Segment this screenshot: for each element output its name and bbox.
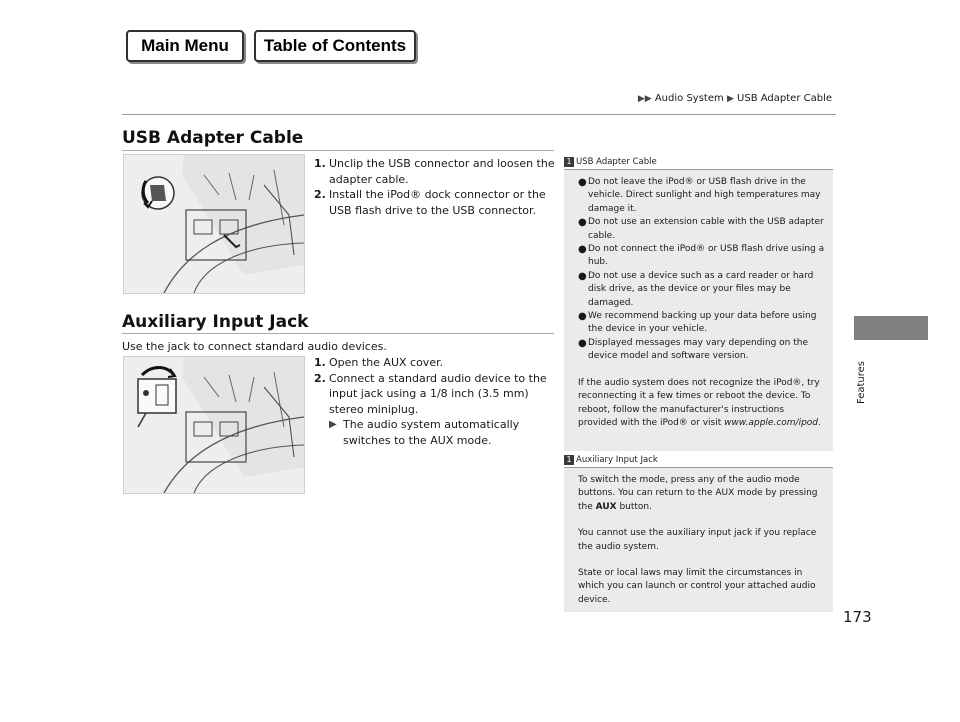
bullet-text: Do not connect the iPod® or USB flash drive using a hub. — [588, 244, 825, 268]
note-text: If the audio system does not recognize the iPod®, try reconnecting it a few times or reboot the device. To reboot, follow the manufacturer's instructions provided with the iPod® or visit — [578, 377, 820, 428]
bullet-text: Displayed messages may vary depending on the device model and software version. — [588, 337, 809, 362]
breadcrumb — [638, 93, 832, 104]
note-paragraph — [578, 474, 825, 514]
bullet-text: Do not use an extension cable with the USB adapter cable. — [588, 217, 824, 241]
list-item — [310, 355, 555, 371]
step-number: 2. — [314, 188, 326, 201]
list-item — [310, 371, 555, 449]
step-number: 1. — [314, 356, 326, 369]
step-number: 2. — [314, 371, 326, 385]
note-paragraph — [578, 377, 825, 431]
page-number: 173 — [843, 608, 872, 626]
note-title: USB Adapter Cable — [576, 157, 657, 167]
step-result-text: The audio system automatically switches to the AUX mode. — [343, 418, 520, 447]
bullet-icon: ● — [578, 311, 587, 323]
breadcrumb-item-usb-adapter-cable[interactable]: USB Adapter Cable — [737, 93, 832, 104]
list-item — [310, 187, 555, 218]
bullet-icon: ● — [578, 270, 587, 282]
list-item — [310, 156, 555, 187]
list-item — [578, 216, 825, 243]
section-title-auxiliary-input-jack: Auxiliary Input Jack — [122, 312, 309, 332]
chapter-label: Features — [856, 361, 867, 404]
usb-steps-list — [310, 156, 555, 218]
list-item — [578, 270, 825, 310]
table-of-contents-button[interactable]: Table of Contents — [254, 30, 416, 62]
section-divider — [122, 333, 554, 334]
note-box-usb-adapter-cable — [564, 156, 833, 451]
bullet-icon: ● — [578, 244, 587, 256]
list-item — [578, 337, 825, 364]
main-menu-button[interactable]: Main Menu — [126, 30, 244, 62]
breadcrumb-arrow-icon: ▶ — [726, 94, 734, 104]
note-bullet-list — [578, 176, 825, 364]
note-header — [564, 156, 833, 170]
section-intro: Use the jack to connect standard audio devices. — [122, 340, 387, 353]
chapter-tab-marker — [854, 316, 928, 340]
note-icon: 1 — [564, 455, 574, 465]
apple-ipod-link[interactable]: www.apple.com/ipod — [724, 417, 819, 428]
list-item — [578, 243, 825, 270]
step-text: Install the iPod® dock connector or the USB flash drive to the USB connector. — [329, 188, 546, 217]
note-text: button. — [616, 501, 652, 512]
header-divider — [122, 114, 836, 115]
list-item — [578, 176, 825, 216]
bullet-icon: ● — [578, 217, 587, 229]
usb-connector-illustration — [123, 154, 305, 294]
step-text: Connect a standard audio device to the input jack using a 1/8 inch (3.5 mm) stereo miniplug. — [329, 371, 547, 416]
note-header — [564, 454, 833, 468]
section-title-usb-adapter-cable: USB Adapter Cable — [122, 128, 304, 148]
bullet-text: Do not leave the iPod® or USB flash drive in the vehicle. Direct sunlight and high temperatures may damage it. — [588, 177, 821, 214]
breadcrumb-arrow-icon: ▶▶ — [637, 94, 652, 104]
step-text: Unclip the USB connector and loosen the adapter cable. — [329, 157, 555, 186]
note-text: To switch the mode, press any of the audio mode buttons. You can return to the AUX mode by pressing the — [578, 475, 818, 512]
list-item — [578, 310, 825, 337]
step-result — [329, 417, 555, 448]
breadcrumb-item-audio-system[interactable]: Audio System — [654, 93, 724, 104]
note-icon: 1 — [564, 157, 574, 167]
aux-jack-illustration — [123, 356, 305, 494]
bullet-icon: ● — [578, 337, 587, 349]
section-divider — [122, 150, 554, 151]
step-text: Open the AUX cover. — [329, 356, 444, 369]
aux-steps-list — [310, 355, 555, 448]
note-paragraph: State or local laws may limit the circumstances in which you can launch or control your attached audio device. — [578, 568, 816, 605]
note-text: . — [818, 417, 821, 428]
bullet-text: Do not use a device such as a card reader or hard disk drive, as the device or your files may be damaged. — [588, 270, 814, 308]
note-box-auxiliary-input-jack — [564, 454, 833, 612]
result-arrow-icon: ▶ — [329, 419, 337, 430]
bullet-icon: ● — [578, 177, 587, 188]
note-title: Auxiliary Input Jack — [576, 455, 658, 465]
aux-button-label: AUX — [595, 501, 617, 512]
bullet-text: We recommend backing up your data before using the device in your vehicle. — [588, 311, 817, 335]
note-paragraph: You cannot use the auxiliary input jack if you replace the audio system. — [578, 528, 817, 552]
step-number: 1. — [314, 157, 326, 170]
